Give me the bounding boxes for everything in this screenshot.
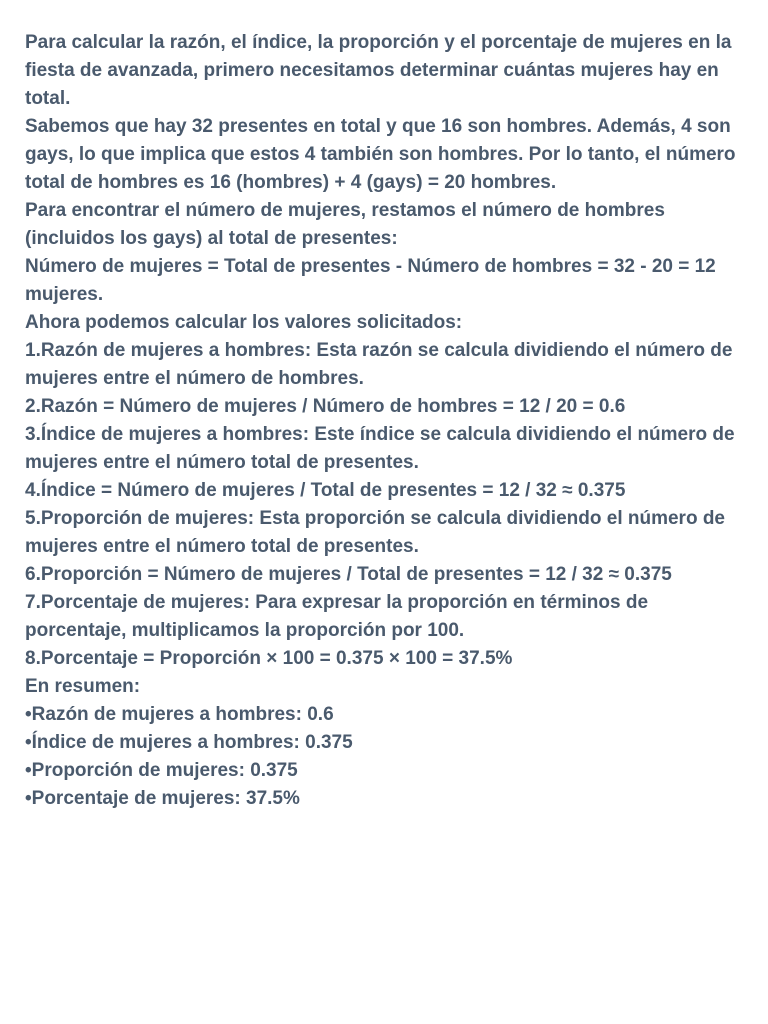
women-count-equation: Número de mujeres = Total de presentes - Número de hombres = 32 - 20 = 12 mujeres. [25, 256, 716, 305]
summary-item-proportion: •Proporción de mujeres: 0.375 [25, 760, 298, 781]
list-item-percentage-formula: 8.Porcentaje = Proporción × 100 = 0.375 × 100 = 37.5% [25, 648, 513, 669]
summary-item-percentage: •Porcentaje de mujeres: 37.5% [25, 788, 300, 809]
list-item-index-formula: 4.Índice = Número de mujeres / Total de presentes = 12 / 32 ≈ 0.375 [25, 480, 626, 501]
list-item-proportion-definition: 5.Proporción de mujeres: Esta proporción se calcula dividiendo el número de mujeres entre el número total de presentes. [25, 508, 726, 557]
list-item-proportion-formula: 6.Proporción = Número de mujeres / Total de presentes = 12 / 32 ≈ 0.375 [25, 564, 672, 585]
list-item-index-definition: 3.Índice de mujeres a hombres: Este índice se calcula dividiendo el número de mujeres entre el número total de presentes. [25, 424, 735, 473]
list-item-percentage-definition: 7.Porcentaje de mujeres: Para expresar la proporción en términos de porcentaje, multiplicamos la proporción por 100. [25, 592, 649, 641]
intro-paragraph: Para calcular la razón, el índice, la proporción y el porcentaje de mujeres en la fiesta de avanzada, primero necesitamos determinar cuántas mujeres hay en total. [25, 32, 732, 109]
list-item-ratio-definition: 1.Razón de mujeres a hombres: Esta razón se calcula dividiendo el número de mujeres entre el número de hombres. [25, 340, 733, 389]
context-paragraph: Sabemos que hay 32 presentes en total y que 16 son hombres. Además, 4 son gays, lo que implica que estos 4 también son hombres. Por lo tanto, el número total de hombres es 16 (hombres) + 4 (gays) = 20 hombres. [25, 116, 736, 193]
summary-item-ratio: •Razón de mujeres a hombres: 0.6 [25, 704, 334, 725]
list-item-ratio-formula: 2.Razón = Número de mujeres / Número de hombres = 12 / 20 = 0.6 [25, 396, 626, 417]
summary-heading: En resumen: [25, 676, 141, 697]
summary-item-index: •Índice de mujeres a hombres: 0.375 [25, 732, 353, 753]
calculation-intro: Ahora podemos calcular los valores solicitados: [25, 312, 463, 333]
method-paragraph: Para encontrar el número de mujeres, restamos el número de hombres (incluidos los gays) al total de presentes: [25, 200, 665, 249]
